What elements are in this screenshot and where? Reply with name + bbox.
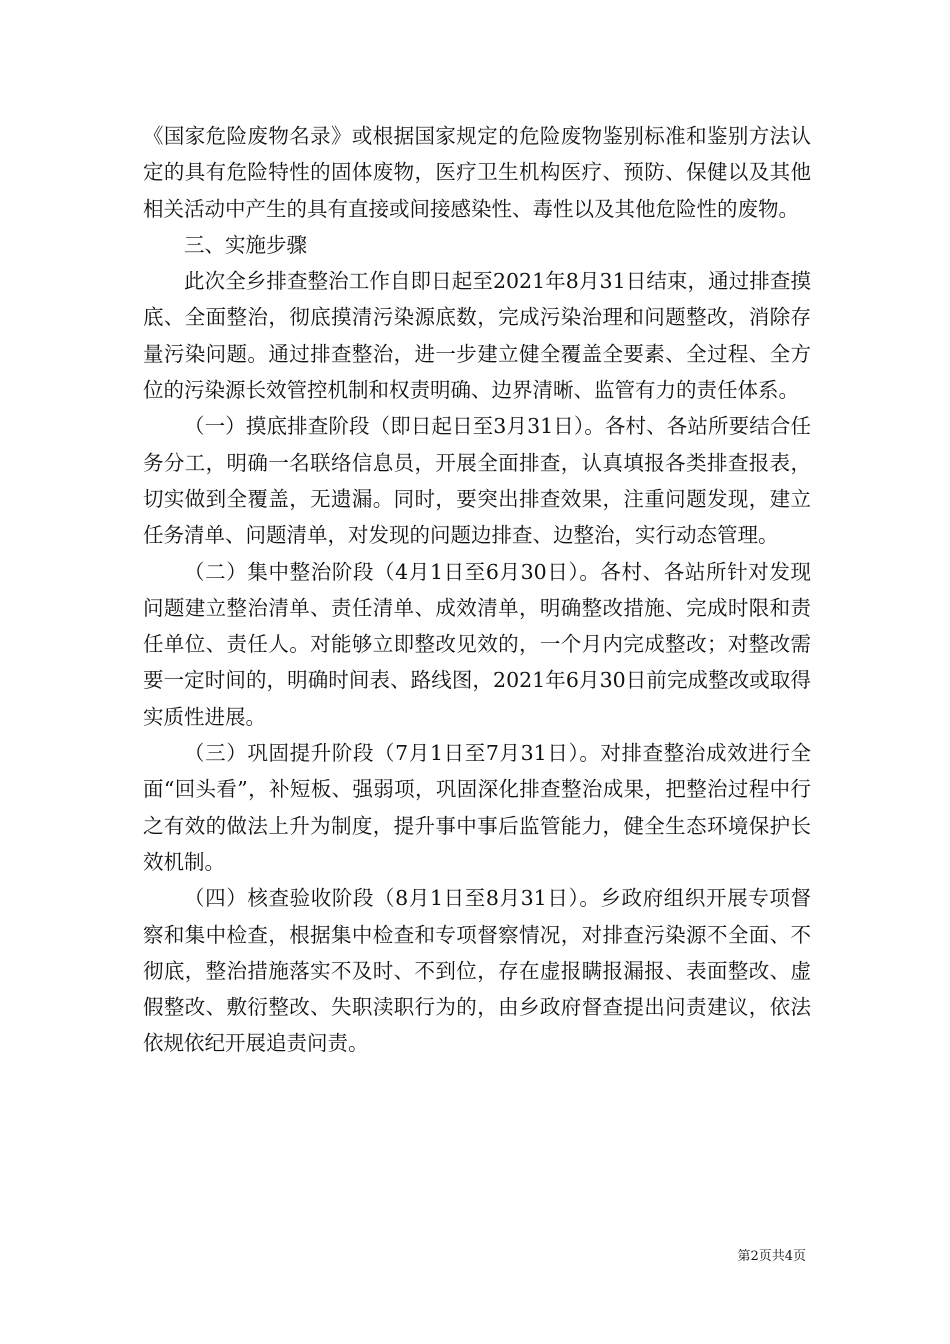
paragraph-stage-1: （一）摸底排查阶段（即日起日至3月31日）。各村、各站所要结合任务分工，明确一名联络信息员，开展全面排查，认真填报各类排查报表，切实做到全覆盖，无遗漏。同时，要突出排查效果，注重问题发现，建立任务清单、问题清单，对发现的问题边排查、边整治，实行动态管理。 <box>143 414 811 548</box>
section-heading-implementation-steps: 三、实施步骤 <box>184 232 307 257</box>
paragraph-continuation: 《国家危险废物名录》或根据国家规定的危险废物鉴别标准和鉴别方法认定的具有危险特性的固体废物，医疗卫生机构医疗、预防、保健以及其他相关活动中产生的具有直接或间接感染性、毒性以及其他危险性的废物。 <box>143 124 811 221</box>
page-number: 第2页共4页 <box>737 1249 806 1264</box>
paragraph-stage-2: （二）集中整治阶段（4月1日至6月30日）。各村、各站所针对发现问题建立整治清单、责任清单、成效清单，明确整改措施、完成时限和责任单位、责任人。对能够立即整改见效的，一个月内完成整改；对整改需要一定时间的，明确时间表、路线图，2021年6月30日前完成整改或取得实质性进展。 <box>143 559 811 729</box>
document-body <box>143 118 811 1062</box>
paragraph-stage-4: （四）核查验收阶段（8月1日至8月31日）。乡政府组织开展专项督察和集中检查，根据集中检查和专项督察情况，对排查污染源不全面、不彻底，整治措施落实不及时、不到位，存在虚报瞒报漏报、表面整改、虚假整改、敷衍整改、失职渎职行为的，由乡政府督查提出问责建议，依法依规依纪开展追责问责。 <box>143 886 811 1056</box>
paragraph-stage-3: （三）巩固提升阶段（7月1日至7月31日）。对排查整治成效进行全面“回头看”，补短板、强弱项，巩固深化排查整治成果，把整治过程中行之有效的做法上升为制度，提升事中事后监管能力，健全生态环境保护长效机制。 <box>143 741 811 874</box>
paragraph-overview: 此次全乡排查整治工作自即日起至2021年8月31日结束，通过排查摸底、全面整治，彻底摸清污染源底数，完成污染治理和问题整改，消除存量污染问题。通过排查整治，进一步建立健全覆盖全要素、全过程、全方位的污染源长效管控机制和权责明确、边界清晰、监管有力的责任体系。 <box>143 269 811 403</box>
